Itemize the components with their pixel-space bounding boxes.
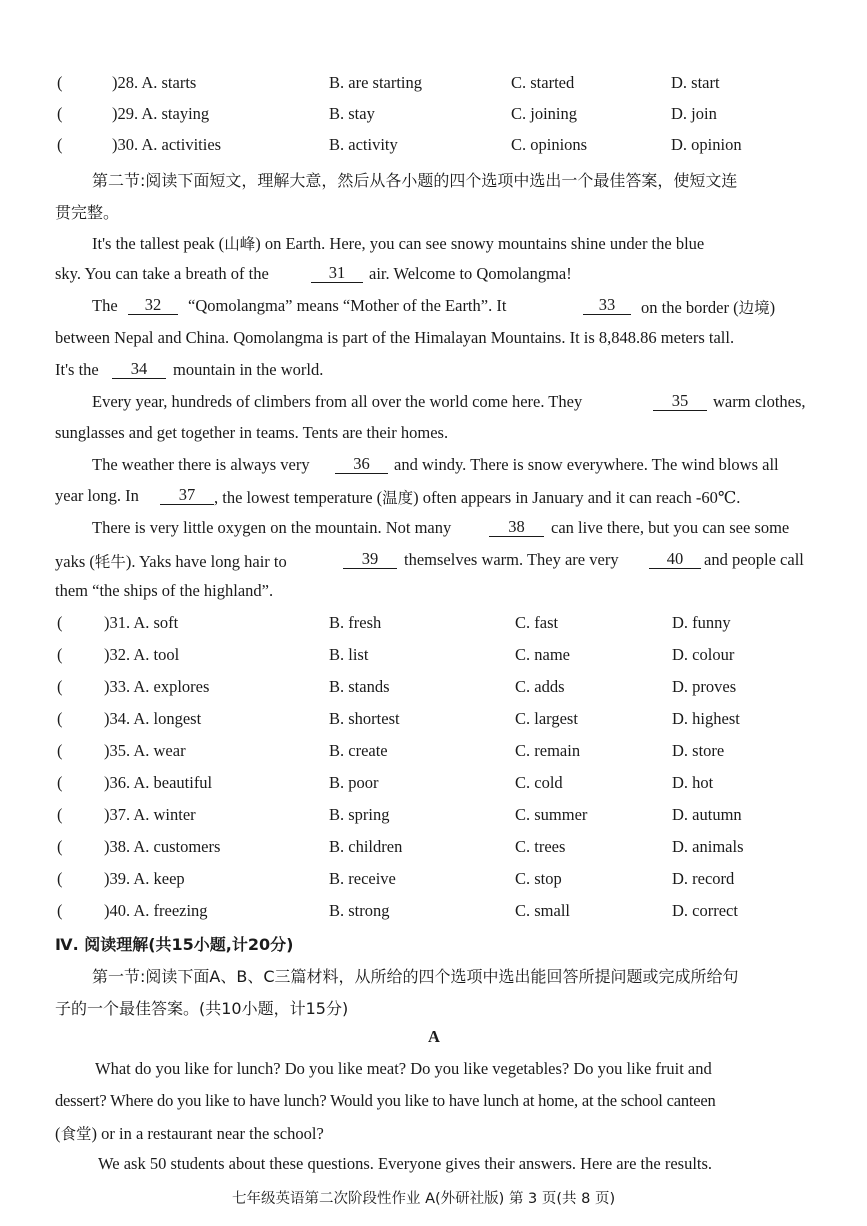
- option-d: D. highest: [672, 709, 740, 728]
- option-b: B. stands: [329, 677, 390, 696]
- question-row-29: [0, 104, 867, 130]
- option-b: B. spring: [329, 805, 390, 824]
- answer-paren[interactable]: (: [57, 741, 63, 760]
- option-c: C. trees: [515, 837, 566, 856]
- blank-31: 31: [311, 264, 363, 283]
- option-d: D. hot: [672, 773, 714, 792]
- question-row-40: [0, 901, 867, 927]
- option-d: D. funny: [672, 613, 731, 632]
- option-b: B. poor: [329, 773, 379, 792]
- option-a: )40. A. freezing: [104, 901, 208, 920]
- option-d: D. colour: [672, 645, 735, 664]
- question-row-30: [0, 135, 867, 161]
- exam-page: ( )28. A. starts B. are starting C. started D. start ( )29. A. staying B. stay C. joining D. join ( )30. A. activities B. activity C. opinions D. opinion 第二节:阅读下面短文，理解大意，然后从各小题的四个选项中选出一个最佳答案，使短文连 贯完整。 It's the tallest peak (山峰) on Earth. Here, you can see snowy mountains shine under the blue sky. You can take a breath of the 31 air. Welcome to Qomolangma! The 32 “Qomolangma” means “Mother of the Earth”. It 33 on the border (边境) between Nepal and China. Qomolangma is part of the Himalayan Mountains. It is 8,848.86 meters tall. It's the 34 mountain in the world. Every year, hundreds of climbers from all over the world come here. They 35 warm clothes, sunglasses and get together in teams. Tents are their homes. The weather there is always very 36 and windy. There is snow everywhere. The wind blows all year long. In 37 , the lowest temperature (温度) often appears in January and it can reach -60℃. There is very little oxygen on the mountain. Not many 38 can live there, but you can see some yaks (牦牛). Yaks have long hair to 39 themselves warm. They are very 40 and people call them “the ships of the highland”. ( )31. A. soft B. fresh C. fast D. funny ( )32. A. tool B. list C. name D. colour ( )33. A. explores B. stands C. adds D. proves ( )34. A. longest B. shortest C. largest D. highest ( )35. A. wear B. create C. remain D. store ( )36. A. beautiful B. poor C. cold D. hot ( )37. A. winter B. spring C. summer D. autumn ( )38. A. customers B. children C. trees D. animals ( )39. A. keep B. receive C. stop D. record ( )40. A. freezing B. strong C. small D. correct Ⅳ. 阅读理解(共15小题,计20分) 第一节:阅读下面A、B、C三篇材料，从所给的四个选项中选出能回答所提问题或完成所给句 子的一个最佳答案。(共10小题，计15分) A What do you like for lunch? Do you like meat? Do you like vegetables? Do you like fruit and dessert? Where do you like to have lunch? Would you like to have lunch at home, at the school canteen (食堂) or in a restaurant near the school? We ask 50 students about these questions. Everyone gives their answers. Here are the results. 七年级英语第二次阶段性作业 A(外研社版) 第 3 页(共 8 页): [0, 0, 867, 1226]
- blank-36: 36: [335, 455, 388, 474]
- option-b: B. activity: [329, 135, 398, 154]
- option-b: B. are starting: [329, 73, 423, 92]
- option-b: B. strong: [329, 901, 390, 920]
- option-d: D. proves: [672, 677, 737, 696]
- option-d: D. autumn: [672, 805, 742, 824]
- option-b: B. list: [329, 645, 369, 664]
- answer-paren[interactable]: (: [57, 73, 63, 92]
- question-row-39: [0, 869, 867, 895]
- blank-38: 38: [489, 518, 544, 537]
- option-a: )35. A. wear: [104, 741, 186, 760]
- question-row-31: [0, 613, 867, 639]
- answer-paren[interactable]: (: [57, 135, 63, 154]
- option-a: )34. A. longest: [104, 709, 202, 728]
- blank-37: 37: [160, 486, 214, 505]
- question-row-37: [0, 805, 867, 831]
- option-b: B. children: [329, 837, 403, 856]
- option-c: C. summer: [515, 805, 588, 824]
- option-a: )33. A. explores: [104, 677, 210, 696]
- option-d: D. record: [672, 869, 735, 888]
- option-b: B. receive: [329, 869, 396, 888]
- option-a: )31. A. soft: [104, 613, 179, 632]
- blank-32: 32: [128, 296, 178, 315]
- option-d: D. store: [672, 741, 725, 760]
- answer-paren[interactable]: (: [57, 901, 63, 920]
- option-c: C. small: [515, 901, 571, 920]
- option-d: D. correct: [672, 901, 738, 920]
- option-a: )32. A. tool: [104, 645, 180, 664]
- option-d: D. start: [671, 73, 720, 92]
- option-b: B. fresh: [329, 613, 382, 632]
- question-row-32: [0, 645, 867, 671]
- answer-paren[interactable]: (: [57, 837, 63, 856]
- blank-39: 39: [343, 550, 397, 569]
- option-c: C. stop: [515, 869, 562, 888]
- option-c: C. fast: [515, 613, 559, 632]
- blank-40: 40: [649, 550, 701, 569]
- question-row-36: [0, 773, 867, 799]
- option-c: C. started: [511, 73, 575, 92]
- option-c: C. joining: [511, 104, 578, 123]
- option-b: B. stay: [329, 104, 375, 123]
- option-b: B. shortest: [329, 709, 400, 728]
- blank-33: 33: [583, 296, 631, 315]
- option-c: C. largest: [515, 709, 578, 728]
- option-a: )28. A. starts: [112, 73, 197, 92]
- option-a: )29. A. staying: [112, 104, 210, 123]
- option-c: C. name: [515, 645, 570, 664]
- answer-paren[interactable]: (: [57, 805, 63, 824]
- option-c: C. cold: [515, 773, 563, 792]
- option-d: D. join: [671, 104, 717, 123]
- answer-paren[interactable]: (: [57, 613, 63, 632]
- answer-paren[interactable]: (: [57, 869, 63, 888]
- answer-paren[interactable]: (: [57, 104, 63, 123]
- option-d: D. animals: [672, 837, 744, 856]
- option-a: )39. A. keep: [104, 869, 185, 888]
- option-d: D. opinion: [671, 135, 742, 154]
- question-row-28: [0, 73, 867, 99]
- blank-34: 34: [112, 360, 166, 379]
- option-c: C. opinions: [511, 135, 588, 154]
- option-a: )36. A. beautiful: [104, 773, 213, 792]
- question-row-34: [0, 709, 867, 735]
- answer-paren[interactable]: (: [57, 645, 63, 664]
- option-c: C. remain: [515, 741, 581, 760]
- option-b: B. create: [329, 741, 388, 760]
- option-a: )38. A. customers: [104, 837, 221, 856]
- answer-paren[interactable]: (: [57, 677, 63, 696]
- question-row-35: [0, 741, 867, 767]
- option-a: )30. A. activities: [112, 135, 222, 154]
- option-a: )37. A. winter: [104, 805, 196, 824]
- option-c: C. adds: [515, 677, 565, 696]
- blank-35: 35: [653, 392, 707, 411]
- answer-paren[interactable]: (: [57, 773, 63, 792]
- answer-paren[interactable]: (: [57, 709, 63, 728]
- question-row-38: [0, 837, 867, 863]
- question-row-33: [0, 677, 867, 703]
